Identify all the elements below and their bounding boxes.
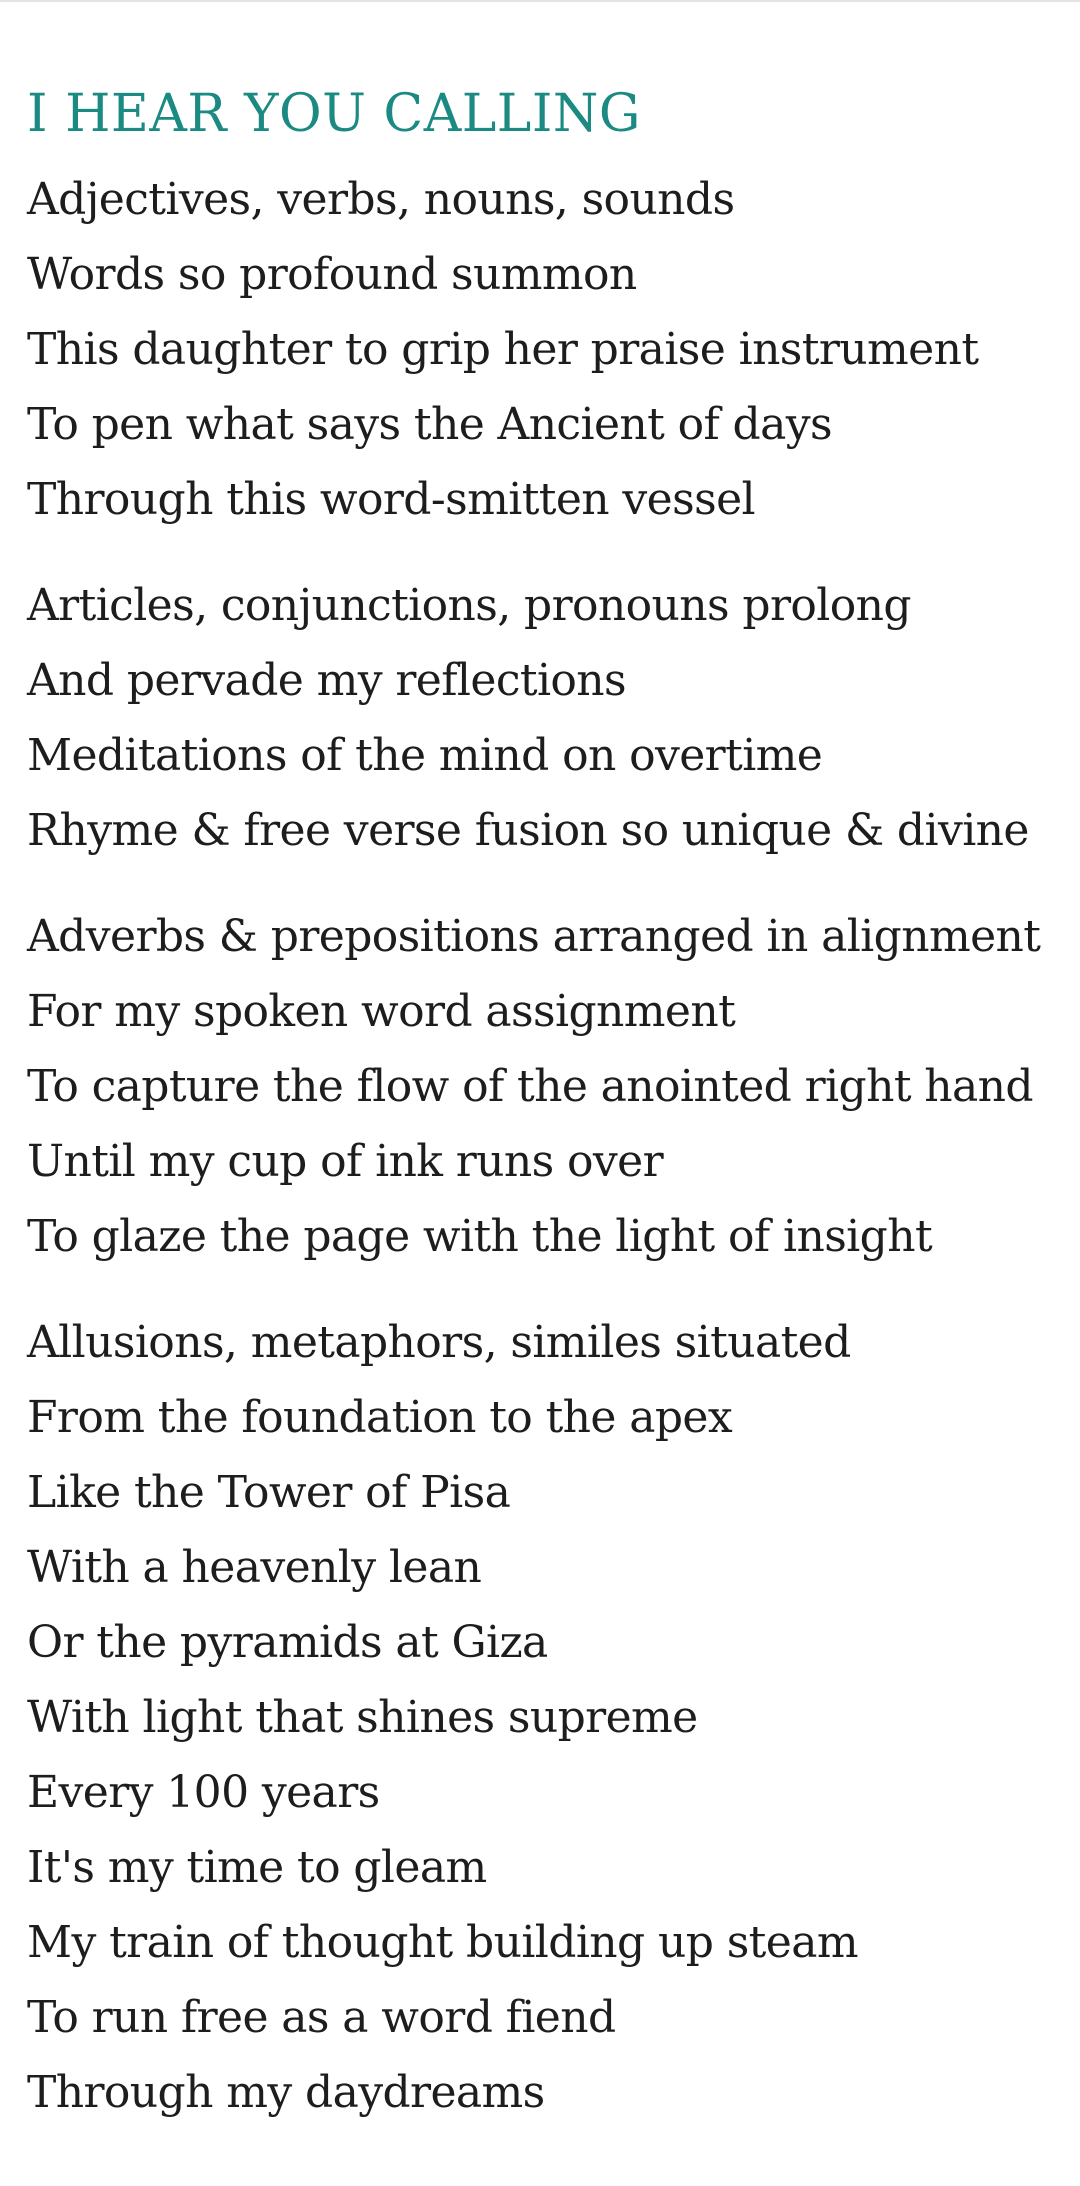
poem-line: From the foundation to the apex [27, 1392, 733, 1443]
poem-line: Articles, conjunctions, pronouns prolong [27, 580, 911, 631]
poem-line: Rhyme & free verse fusion so unique & divine [27, 805, 1029, 856]
poem-line: And pervade my reflections [27, 655, 627, 706]
top-divider [0, 0, 1080, 2]
poem-line: Allusions, metaphors, similes situated [27, 1317, 851, 1368]
poem-line: Every 100 years [27, 1767, 380, 1818]
poem-line: Or the pyramids at Giza [27, 1617, 548, 1668]
poem-line: To capture the flow of the anointed right hand [27, 1061, 1033, 1112]
poem-line: Through my daydreams [27, 2067, 545, 2118]
poem-line: Until my cup of ink runs over [27, 1136, 664, 1187]
poem-line: With a heavenly lean [27, 1542, 482, 1593]
poem-line: For my spoken word assignment [27, 986, 736, 1037]
poem-line: To run free as a word fiend [27, 1992, 616, 2043]
poem-line: This daughter to grip her praise instrument [27, 324, 979, 375]
poem-line: Words so profound summon [27, 249, 637, 300]
stanza-1 [27, 162, 1072, 537]
stanza-2 [27, 568, 1072, 868]
poem-title: I HEAR YOU CALLING [27, 84, 641, 144]
poem-line: With light that shines supreme [27, 1692, 698, 1743]
poem-line: Through this word-smitten vessel [27, 474, 755, 525]
poem-line: Adverbs & prepositions arranged in alignment [27, 911, 1041, 962]
stanza-3 [27, 899, 1072, 1274]
poem-line: Adjectives, verbs, nouns, sounds [27, 174, 735, 225]
poem-line: Meditations of the mind on overtime [27, 730, 823, 781]
poem-line: To glaze the page with the light of insight [27, 1211, 933, 1262]
poem-line: It's my time to gleam [27, 1842, 487, 1893]
stanza-4 [27, 1305, 1072, 2130]
poem-line: My train of thought building up steam [27, 1917, 858, 1968]
poem-line: Like the Tower of Pisa [27, 1467, 511, 1518]
poem [27, 78, 1072, 2161]
poem-line: To pen what says the Ancient of days [27, 399, 832, 450]
